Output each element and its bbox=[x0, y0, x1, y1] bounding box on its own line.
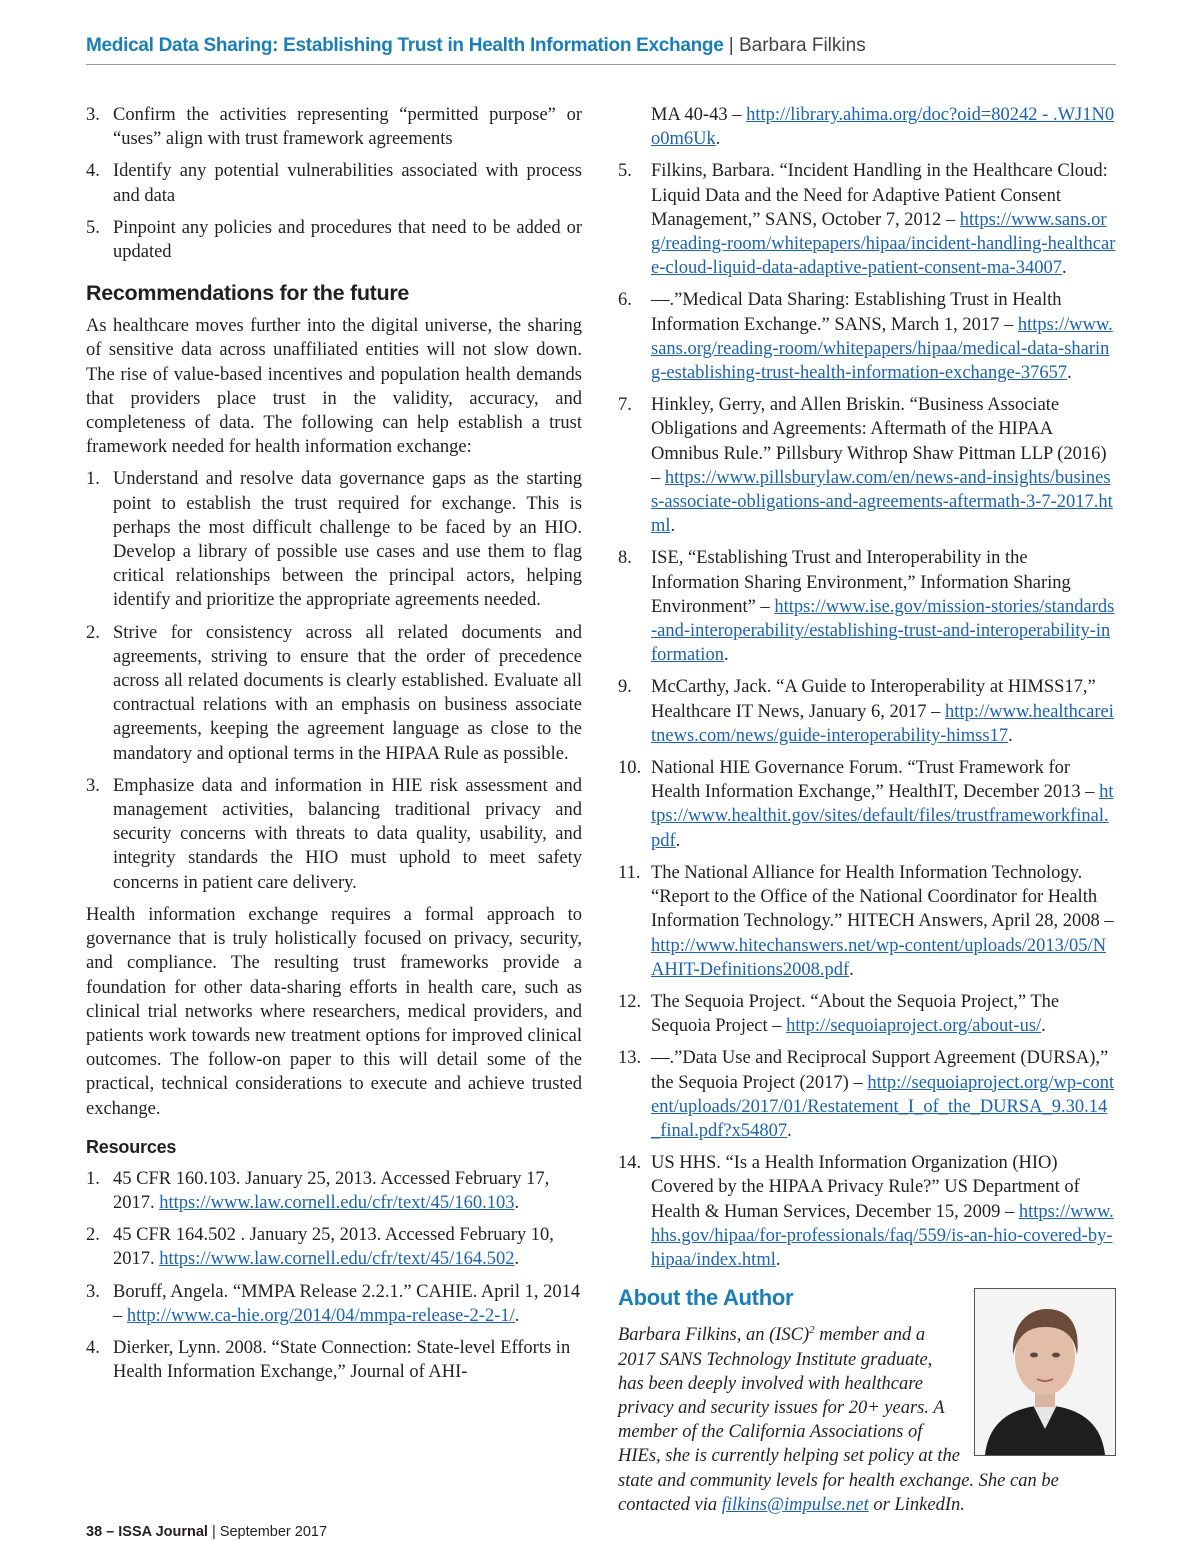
resource-link[interactable]: https://www.hhs.gov/hipaa/for-professionals/faq/559/is-an-hio-covered-by-hipaa/index.html bbox=[651, 1201, 1114, 1270]
resource-text: —.”Medical Data Sharing: Establishing Trust in Health Information Exchange.” SANS, March 1, 2017 – bbox=[651, 290, 1062, 335]
resource-text: McCarthy, Jack. “A Guide to Interoperability at HIMSS17,” Healthcare IT News, January 6, 2017 – bbox=[651, 677, 1096, 722]
resource-item bbox=[618, 1046, 1116, 1143]
resource-end: . bbox=[1061, 258, 1067, 279]
resource-text-block bbox=[651, 159, 1116, 280]
list-text: Emphasize data and information in HIE risk assessment and management activities, balancing traditional privacy and security concerns with threats to data quality, usability, and integrity standards the HIO must uphold to meet safety concerns in patient care delivery. bbox=[113, 775, 582, 893]
resource-end: . bbox=[675, 830, 681, 851]
resource-text: ISE, “Establishing Trust and Interoperability in the Information Sharing Environment,” Information Sharing Environment” – bbox=[651, 548, 1071, 617]
running-header bbox=[86, 34, 1116, 58]
list-text: Understand and resolve data governance gaps as the starting point to establish the trust required for exchange. This is perhaps the most difficult challenge to be faced by an HIO. Develop a library of possible use cases and use them to flag critical relationships between the principal actors, helping identify and prioritize the appropriate agreements needed. bbox=[113, 469, 582, 611]
resource-number: 7. bbox=[618, 395, 632, 416]
resource-text-block bbox=[651, 756, 1116, 853]
resource-number: 3. bbox=[86, 1281, 100, 1302]
footer-date: September 2017 bbox=[219, 1524, 328, 1540]
author-photo bbox=[974, 1288, 1116, 1456]
list-item bbox=[86, 774, 582, 895]
resource-text: —.”Data Use and Reciprocal Support Agreement (DURSA),” the Sequoia Project (2017) – bbox=[651, 1048, 1109, 1093]
resource-link[interactable]: https://www.law.cornell.edu/cfr/text/45/160.103 bbox=[159, 1192, 515, 1213]
resource-text: 45 CFR 160.103. January 25, 2013. Accessed February 17, 2017. bbox=[113, 1168, 550, 1213]
list-text: Identify any potential vulnerabilities associated with process and data bbox=[113, 161, 582, 206]
resource-number: 8. bbox=[618, 548, 632, 569]
resource-number: 12. bbox=[618, 991, 642, 1012]
list-item bbox=[86, 216, 582, 264]
list-item bbox=[86, 621, 582, 766]
resource-text: The Sequoia Project. “About the Sequoia Project,” The Sequoia Project – bbox=[651, 991, 1060, 1037]
resource-item bbox=[618, 1151, 1116, 1272]
resource-text-block bbox=[651, 1046, 1116, 1143]
resource-text-block bbox=[651, 393, 1116, 538]
resource-number: 5. bbox=[618, 161, 632, 182]
resource-number: 6. bbox=[618, 290, 632, 311]
about-text: member and a 2017 SANS Technology Institute graduate, has been deeply involved with healthcare privacy and security issues for 20+ years. A member of the California Associations of HIEs, she is currently helping set policy at the state and community levels for health exchange. She can be contacted via bbox=[618, 1325, 1059, 1515]
resource-end: . bbox=[1008, 725, 1013, 746]
resource-text: Boruff, Angela. “MMPA Release 2.2.1.” CAHIE. April 1, 2014 – bbox=[113, 1281, 581, 1326]
resource-link[interactable]: https://www.pillsburylaw.com/en/news-and-insights/business-associate-obligations-and-agreements-aftermath-3-7-2017.html bbox=[651, 467, 1113, 537]
resource-item bbox=[618, 546, 1116, 667]
header-rule bbox=[86, 64, 1116, 65]
about-author-heading: About the Author bbox=[618, 1285, 794, 1311]
resource-text: National HIE Governance Forum. “Trust Framework for Health Information Exchange,” HealthIT, December 2013 – bbox=[651, 758, 1095, 803]
resource-text-block bbox=[651, 546, 1116, 667]
resource-text: 45 CFR 164.502 . January 25, 2013. Accessed February 10, 2017. bbox=[113, 1225, 554, 1270]
list-number: 1. bbox=[86, 469, 100, 490]
resource-item bbox=[618, 990, 1116, 1038]
recommendations-list bbox=[86, 467, 582, 894]
resource-end: . bbox=[1067, 363, 1072, 384]
resource-end: . bbox=[715, 129, 721, 150]
resource-link[interactable]: http://sequoiaproject.org/about-us/ bbox=[786, 1016, 1042, 1037]
footer-page: 38 – ISSA Journal bbox=[86, 1524, 208, 1540]
resource-text: MA 40-43 – bbox=[651, 105, 742, 125]
resource-item bbox=[618, 159, 1116, 280]
resource-text: US HHS. “Is a Health Information Organization (HIO) Covered by the HIPAA Privacy Rule?” US Department of Health & Human Services, December 15, 2009 – bbox=[651, 1153, 1080, 1222]
resource-text-block bbox=[651, 675, 1116, 748]
list-number: 2. bbox=[86, 622, 100, 643]
resource-text-block bbox=[113, 1280, 582, 1328]
resource-end: . bbox=[514, 1249, 520, 1270]
resources-list-left bbox=[86, 1167, 582, 1385]
resource-end: . bbox=[514, 1192, 520, 1213]
about-text: Barbara Filkins, an (ISC) bbox=[618, 1325, 810, 1346]
resource-link[interactable]: http://www.ca-hie.org/2014/04/mmpa-release-2-2-1/ bbox=[126, 1305, 515, 1326]
resource-link[interactable]: https://www.sans.org/reading-room/whitepapers/hipaa/medical-data-sharing-establishing-trust-health-information-exchange-37657 bbox=[651, 314, 1113, 384]
recommendations-heading: Recommendations for the future bbox=[86, 281, 410, 306]
resource-item bbox=[618, 861, 1116, 982]
resource-text-block bbox=[113, 1223, 582, 1271]
resource-end: . bbox=[723, 645, 729, 666]
left-column bbox=[86, 103, 582, 1392]
right-column bbox=[618, 103, 1116, 1517]
resource-number: 10. bbox=[618, 758, 642, 779]
list-item bbox=[86, 159, 582, 207]
header-author: Barbara Filkins bbox=[738, 35, 866, 56]
author-portrait-icon bbox=[975, 1289, 1115, 1455]
list-number: 3. bbox=[86, 105, 100, 125]
resource-text-block bbox=[651, 1151, 1116, 1272]
about-author bbox=[618, 1318, 1116, 1517]
resource-item bbox=[618, 756, 1116, 853]
list-item bbox=[86, 467, 582, 612]
resource-item bbox=[86, 1167, 582, 1215]
resource-number: 1. bbox=[86, 1168, 100, 1189]
resource-end: . bbox=[1041, 1016, 1046, 1037]
resources-list-right bbox=[618, 159, 1116, 1272]
resource-item bbox=[86, 1336, 582, 1384]
list-number: 4. bbox=[86, 161, 100, 182]
resource-item bbox=[86, 1280, 582, 1328]
footer-separator: | bbox=[212, 1524, 216, 1540]
resource-text: Filkins, Barbara. “Incident Handling in the Healthcare Cloud: Liquid Data and the Need for Adaptive Patient Consent Management,” SANS, October 7, 2012 – bbox=[651, 161, 1108, 230]
list-number: 5. bbox=[86, 217, 100, 238]
resource-link[interactable]: http://sequoiaproject.org/wp-content/uploads/2017/01/Restatement_I_of_the_DURSA_9.30.14_final.pdf?x54807 bbox=[651, 1072, 1115, 1141]
resource-link[interactable]: https://www.ise.gov/mission-stories/standards-and-interoperability/establishing-trust-and-interoperability-information bbox=[651, 596, 1115, 666]
resource-number: 13. bbox=[618, 1048, 642, 1069]
resource-link[interactable]: https://www.law.cornell.edu/cfr/text/45/164.502 bbox=[159, 1249, 515, 1270]
list-item bbox=[86, 103, 582, 151]
header-separator: | bbox=[728, 35, 734, 56]
resource-text-block bbox=[113, 1167, 582, 1215]
about-text: or LinkedIn. bbox=[868, 1494, 965, 1515]
resource-item bbox=[618, 288, 1116, 385]
resource-link[interactable]: http://www.healthcareitnews.com/news/guide-interoperability-himss17 bbox=[651, 701, 1114, 746]
resource-text-block bbox=[651, 288, 1116, 385]
page-footer bbox=[86, 1524, 327, 1540]
resource-link[interactable]: http://library.ahima.org/doc?oid=80242 - .WJ1N0o0m6Uk bbox=[651, 105, 1115, 150]
resource-item bbox=[618, 675, 1116, 748]
resource-number: 2. bbox=[86, 1225, 100, 1246]
resource-item bbox=[86, 1223, 582, 1271]
resource-text-block bbox=[651, 990, 1116, 1038]
list-text: Pinpoint any policies and procedures that need to be added or updated bbox=[113, 217, 582, 263]
resource-number: 11. bbox=[618, 862, 641, 883]
resource-end: . bbox=[775, 1249, 781, 1270]
author-email-link[interactable]: filkins@impulse.net bbox=[721, 1494, 869, 1515]
resource-end: . bbox=[787, 1120, 792, 1141]
resource-end: . bbox=[514, 1305, 520, 1326]
resource-link[interactable]: https://www.healthit.gov/sites/default/files/trustframeworkfinal.pdf bbox=[651, 782, 1114, 851]
list-text: Confirm the activities representing “permitted purpose” or “uses” align with trust framework agreements bbox=[113, 105, 582, 150]
resource-number: 14. bbox=[618, 1153, 642, 1174]
closing-paragraph: Health information exchange requires a formal approach to governance that is truly holistically focused on privacy, security, and compliance. The resulting trust frameworks provide a foundation for other data-sharing efforts in health care, such as clinical trial networks where researchers, medical providers, and patients work towards new treatment options for improved clinical outcomes. The follow-on paper to this will detail some of the practical, technical considerations to execute and achieve trusted exchange. bbox=[86, 904, 582, 1119]
resource-text-block bbox=[651, 861, 1116, 982]
header-title: Medical Data Sharing: Establishing Trust in Health Information Exchange bbox=[86, 35, 724, 56]
resource-link[interactable]: https://www.sans.org/reading-room/whitepapers/hipaa/incident-handling-healthcare-cloud-liquid-data-adaptive-patient-consent-ma-34007 bbox=[651, 209, 1116, 279]
resource-end: . bbox=[670, 516, 676, 537]
resource-text: Dierker, Lynn. 2008. “State Connection: State-level Efforts in Health Information Exchange,” Journal of AHI- bbox=[113, 1337, 571, 1383]
recommendations-intro: As healthcare moves further into the digital universe, the sharing of sensitive data across unaffiliated entities will not slow down. The rise of value-based incentives and population health demands that providers place trust in the validity, accuracy, and completeness of data. The following can help establish a trust framework needed for health information exchange: bbox=[86, 316, 582, 458]
list-text: Strive for consistency across all related documents and agreements, striving to ensure that the order of precedence across all related documents is clearly established. Evaluate all contractual relations with an emphasis on business associate agreements, keeping the agreement language as close to the mandatory and optional terms in the HIPAA Rule as possible. bbox=[113, 622, 582, 764]
about-superscript: 2 bbox=[809, 1324, 815, 1337]
resource-text: The National Alliance for Health Information Technology. “Report to the Office of the National Coordinator for Health Information Technology.” HITECH Answers, April 28, 2008 – bbox=[651, 862, 1114, 932]
resource-item bbox=[618, 393, 1116, 538]
resource-number: 4. bbox=[86, 1337, 100, 1358]
top-list bbox=[86, 103, 582, 264]
resources-heading: Resources bbox=[86, 1136, 177, 1157]
resource-text: Hinkley, Gerry, and Allen Briskin. “Business Associate Obligations and Agreements: Aftermath of the HIPAA Omnibus Rule.” Pillsbury Withrop Shaw Pittman LLP (2016) – bbox=[651, 395, 1107, 488]
resource-end: . bbox=[849, 959, 854, 980]
resource-continuation bbox=[618, 103, 1116, 151]
list-number: 3. bbox=[86, 775, 100, 796]
resource-number: 9. bbox=[618, 677, 632, 698]
resource-link[interactable]: http://www.hitechanswers.net/wp-content/uploads/2013/05/NAHIT-Definitions2008.pdf bbox=[651, 935, 1107, 980]
